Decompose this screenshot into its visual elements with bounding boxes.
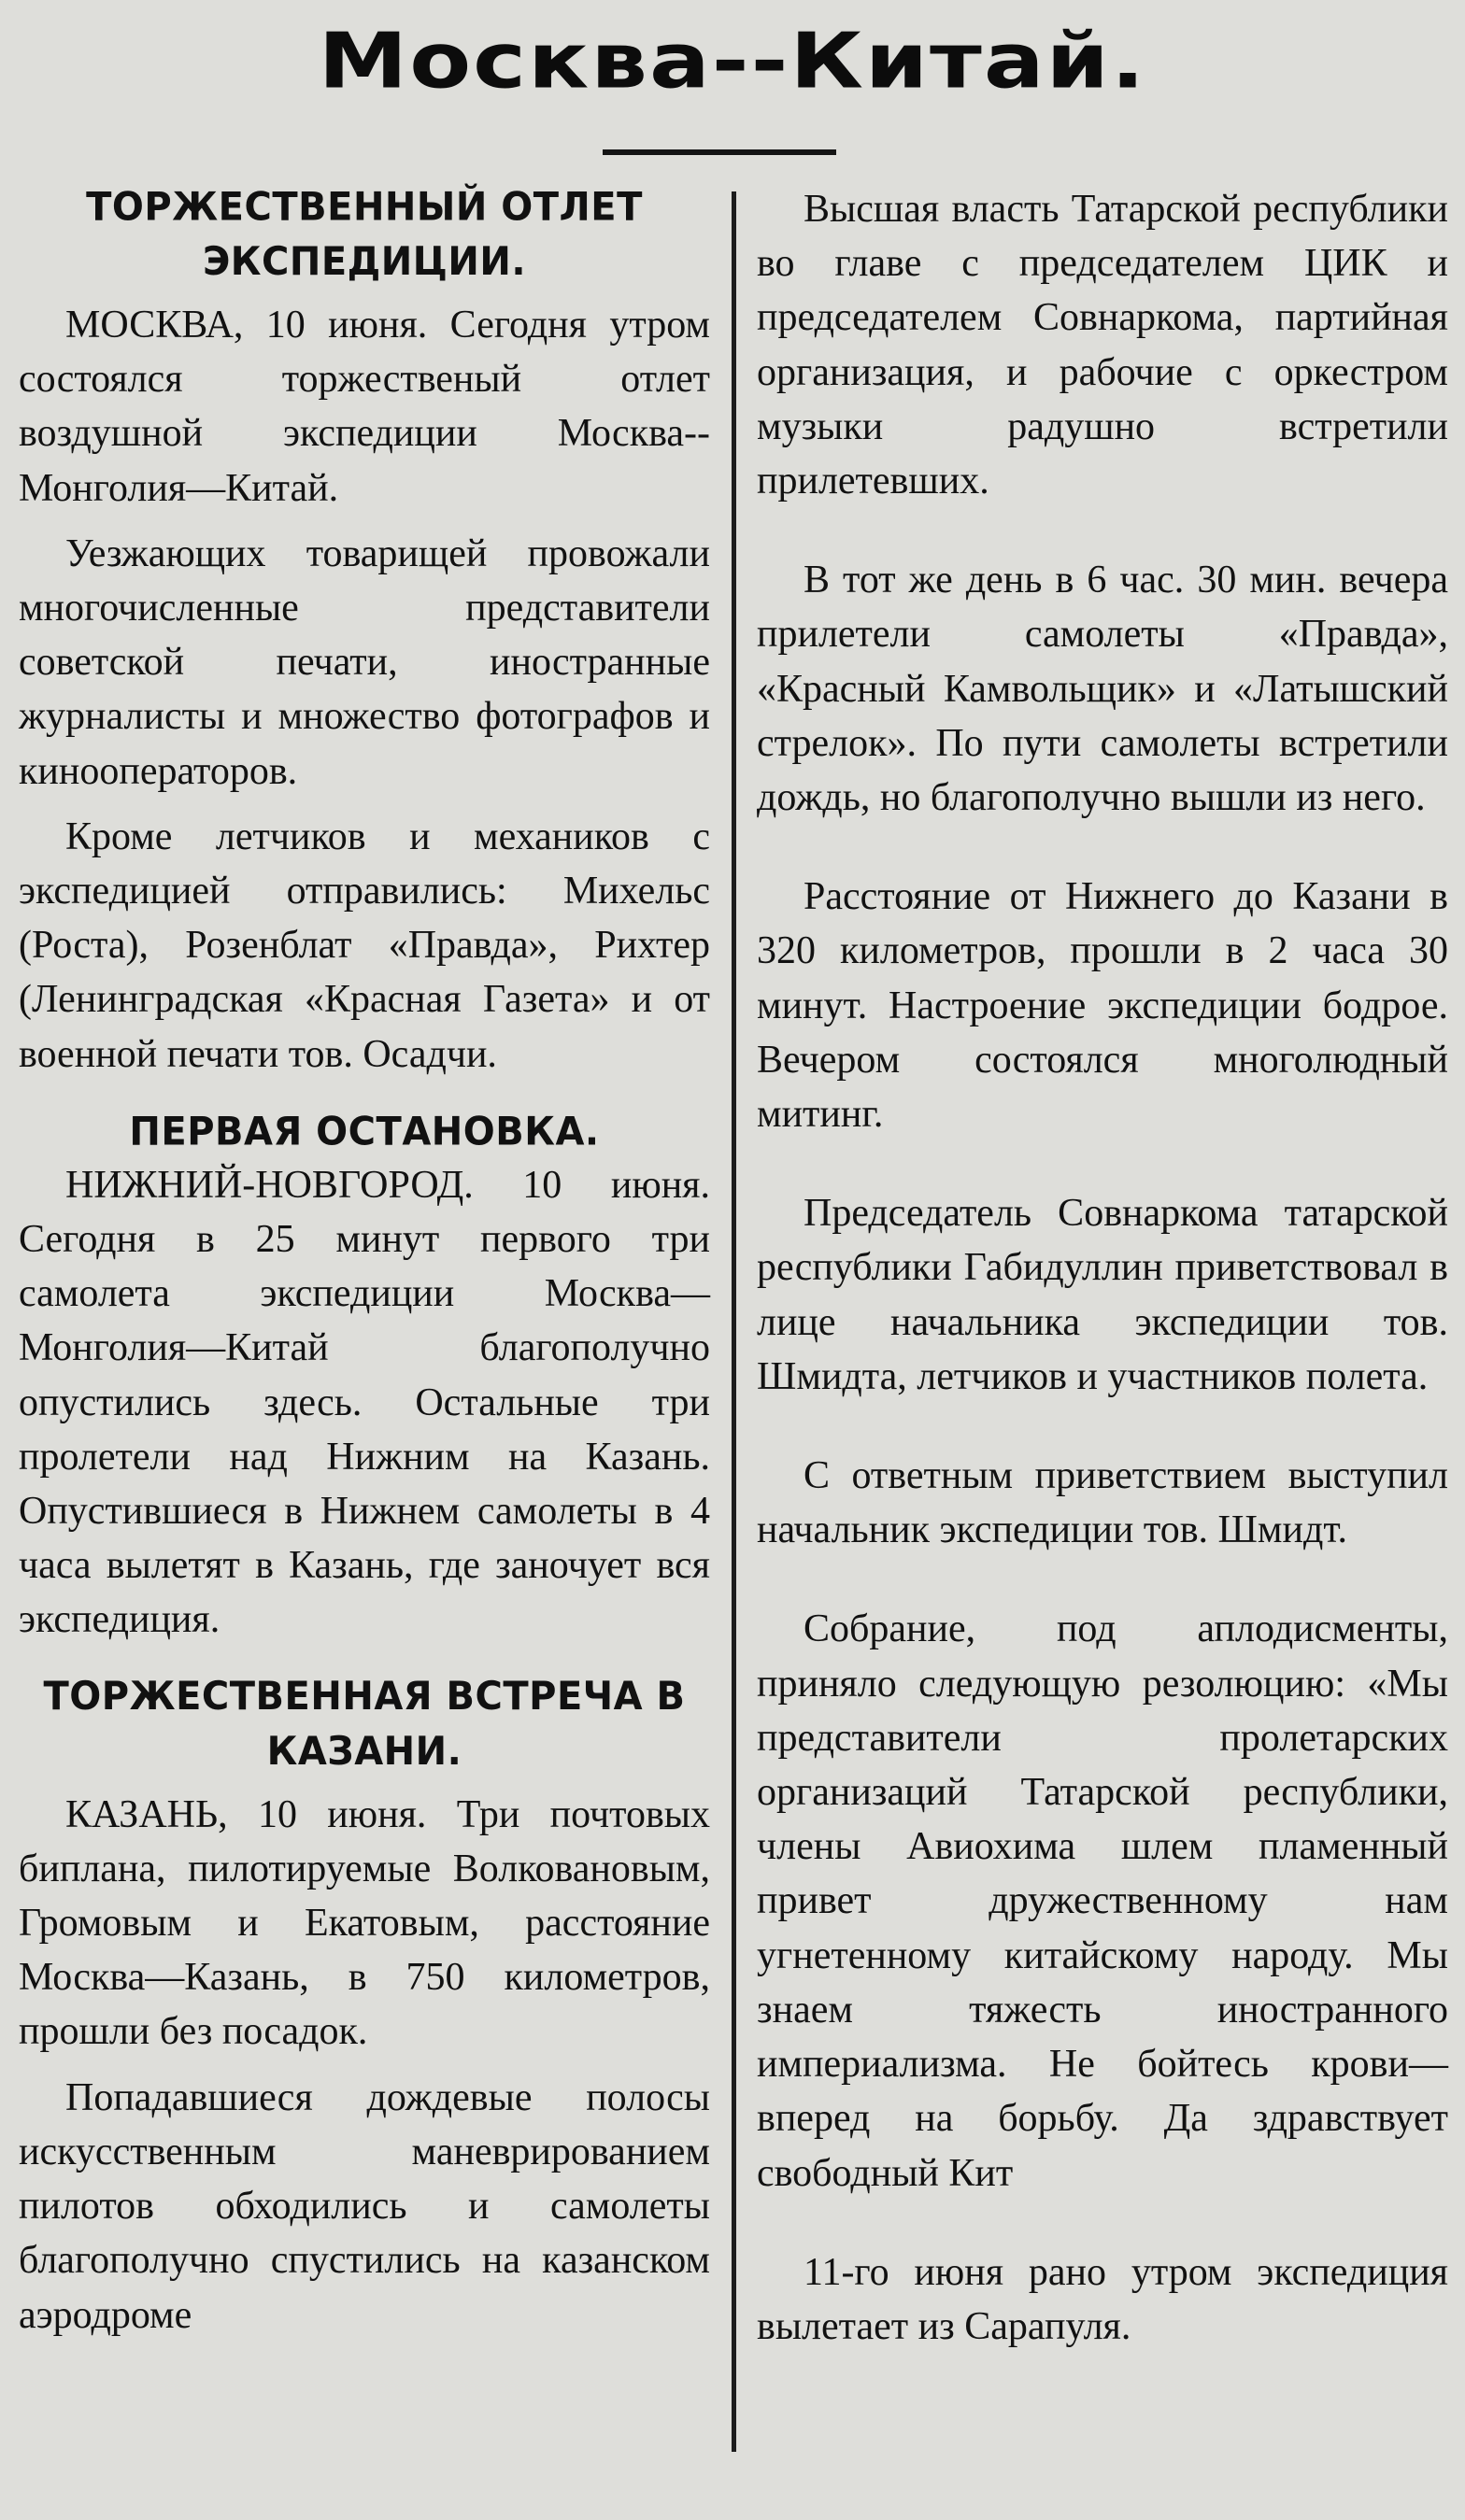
title-rule [603,149,836,155]
section-heading-kazan-welcome: ТОРЖЕСТВЕННАЯ ВСТРЕЧА В КАЗАНИ. [43,1674,686,1775]
article-paragraph: КАЗАНЬ, 10 июня. Три почтовых биплана, пилотируемые Волковановым, Громовым и Екатовым, расстояние Москва—Казань, в 750 километров, прошли без посадок. [19,1792,710,2054]
article-paragraph: 11-го июня рано утром экспедиция вылетает из Сарапуля. [757,2250,1448,2348]
section-heading-departure: ТОРЖЕСТВЕННЫЙ ОТЛЕТ ЭКСПЕДИЦИИ. [86,184,643,285]
article-paragraph: МОСКВА, 10 июня. Сегодня утром состоялся торжественый отлет воздушной экспедиции Москва--Монголия—Китай. [19,304,710,510]
article-paragraph: Попадавшиеся дождевые полосы искусственным маневрированием пилотов обходились и самолеты благополучно спустились на казанском аэродроме [19,2075,710,2337]
article-paragraph: В тот же день в 6 час. 30 мин. вечера прилетели самолеты «Правда», «Красный Камвольщик» и «Латышский стрелок». По пути самолеты встретили дождь, но благополучно вышли из него. [757,559,1448,820]
column-divider [732,191,736,2452]
left-column [19,182,710,2343]
article-paragraph: Председатель Совнаркома татарской республики Габидуллин приветствовал в лице начальника экспедиции тов. Шмидта, летчиков и участников полета. [757,1192,1448,1398]
headline: Москва--Китай. [318,17,1147,106]
article-paragraph: НИЖНИЙ-НОВГОРОД. 10 июня. Сегодня в 25 минут первого три самолета экспедиции Москва—Монголия—Китай благополучно опустились здесь. Остальные три пролетели над Нижним на Казань. Опустившиеся в Нижнем самолеты в 4 часа вылетят в Казань, где заночует вся экспедиция. [19,1163,710,1642]
article-paragraph: Высшая власть Татарской республики во главе с председателем ЦИК и председателем Совнаркома, партийная организация, и рабочие с оркестром музыки радушно встретили прилетевших. [757,188,1448,503]
masthead [0,0,1465,149]
resolution-paragraph: Собрание, под аплодисменты, приняло следующую резолюцию: «Мы представители пролетарских организаций Татарской республики, члены Авиохима шлем пламенный привет дружественному нам угнетенному китайскому народу. Мы знаем тяжесть иностранного империализма. Не бойтесь крови—вперед на борьбу. Да здравствует свободный Кит [757,1607,1448,2195]
right-column [757,182,1448,2354]
article-paragraph: С ответным приветствием выступил начальник экспедиции тов. Шмидт. [757,1454,1448,1552]
article-paragraph: Кроме летчиков и механиков с экспедицией отправились: Михельс (Роста), Розенблат «Правда», Рихтер (Ленинградская «Красная Газета» и от военной печати тов. Осадчи. [19,814,710,1076]
section-heading-first-stop: ПЕРВАЯ ОСТАНОВКА. [129,1109,600,1154]
article-paragraph: Уезжающих товарищей провожали многочисленные представители советской печати, иностранные журналисты и множество фотографов и кинооператоров. [19,531,710,793]
article-paragraph: Расстояние от Нижнего до Казани в 320 километров, прошли в 2 часа 30 минут. Настроение экспедиции бодрое. Вечером состоялся многолюдный митинг. [757,875,1448,1137]
